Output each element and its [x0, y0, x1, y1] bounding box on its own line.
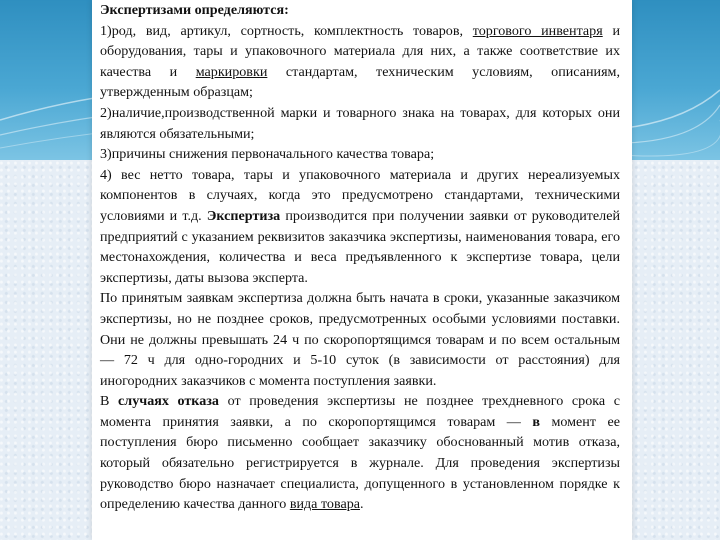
paragraph-3 — [100, 391, 620, 515]
item-4 — [100, 165, 620, 289]
item-1-link-marking[interactable]: маркировки — [195, 63, 268, 80]
heading — [100, 0, 620, 21]
item-1-text-c: стандартам, техническим условиям, описаниям, утвержденным образцам; — [100, 63, 620, 101]
paragraph-3-link-product-type[interactable]: вида товара — [289, 496, 361, 513]
heading-text: Экспертизами определяются: — [100, 2, 289, 18]
item-2 — [100, 103, 620, 144]
item-1-text-a: 1)род, вид, артикул, сортность, комплектность товаров, — [100, 22, 464, 39]
item-3-text: 3)причины снижения первоначального качества товара; — [100, 146, 435, 163]
paragraph-3-text-a: В — [100, 393, 110, 410]
item-4-text-a: 4) вес нетто товара, тары и упаковочного материала и других нереализуемых компонентов в случаях, когда это предусмотрено стандартами, техническими условиями и т.д. — [100, 166, 620, 224]
item-3 — [100, 144, 620, 165]
item-1-link-inventory[interactable]: торгового инвентаря — [472, 22, 603, 39]
paragraph-3-text-c: момент ее поступления бюро письменно сообщает заказчику обоснованный мотив отказа, который обязательно регистрируется в журнале. Для проведения экспертизы руководство бюро назначает специалиста, допущенного в установленном порядке к определению качества данного — [100, 413, 620, 513]
item-1-text-b: и оборудования, тары и упаковочного материала для них, а также соответствие их качества и — [100, 22, 620, 80]
item-4-term: Экспертиза — [206, 207, 281, 224]
paragraph-3-text-b: от проведения экспертизы не позднее трехдневного срока с момента принятия заявки, а по скоропортящимся товарам — — [100, 393, 620, 430]
paragraph-2 — [100, 288, 620, 391]
paragraph-2-text: По принятым заявкам экспертиза должна быть начата в сроки, указанные заказчиком экспертизы, но не позднее сроков, предусмотренных особыми условиями поставки. Они не должны превышать 24 ч по скоропортящимся товарам и по всем остальным — 72 ч для одно-городних и 5-10 суток (в зависимости от расстояния) для иногородних заказчиков с момента поступления заявки. — [100, 290, 620, 389]
item-4-text-b: производится при получении заявки от руководителей предприятий с указанием реквизитов заказчика экспертизы, наименования товара, его местонахождения, количества и веса предъявленного к экспертизе товара, цели экспертизы, даты вызова эксперта. — [100, 207, 621, 286]
item-1 — [100, 21, 620, 103]
paragraph-3-end: . — [360, 496, 364, 513]
document-text — [100, 0, 620, 515]
item-2-text: 2)наличие,производственной марки и товарного знака на товарах, для которых они являются обязательными; — [100, 104, 620, 142]
paragraph-3-bold-word: в — [532, 413, 540, 430]
paragraph-3-term: случаях отказа — [118, 393, 219, 410]
